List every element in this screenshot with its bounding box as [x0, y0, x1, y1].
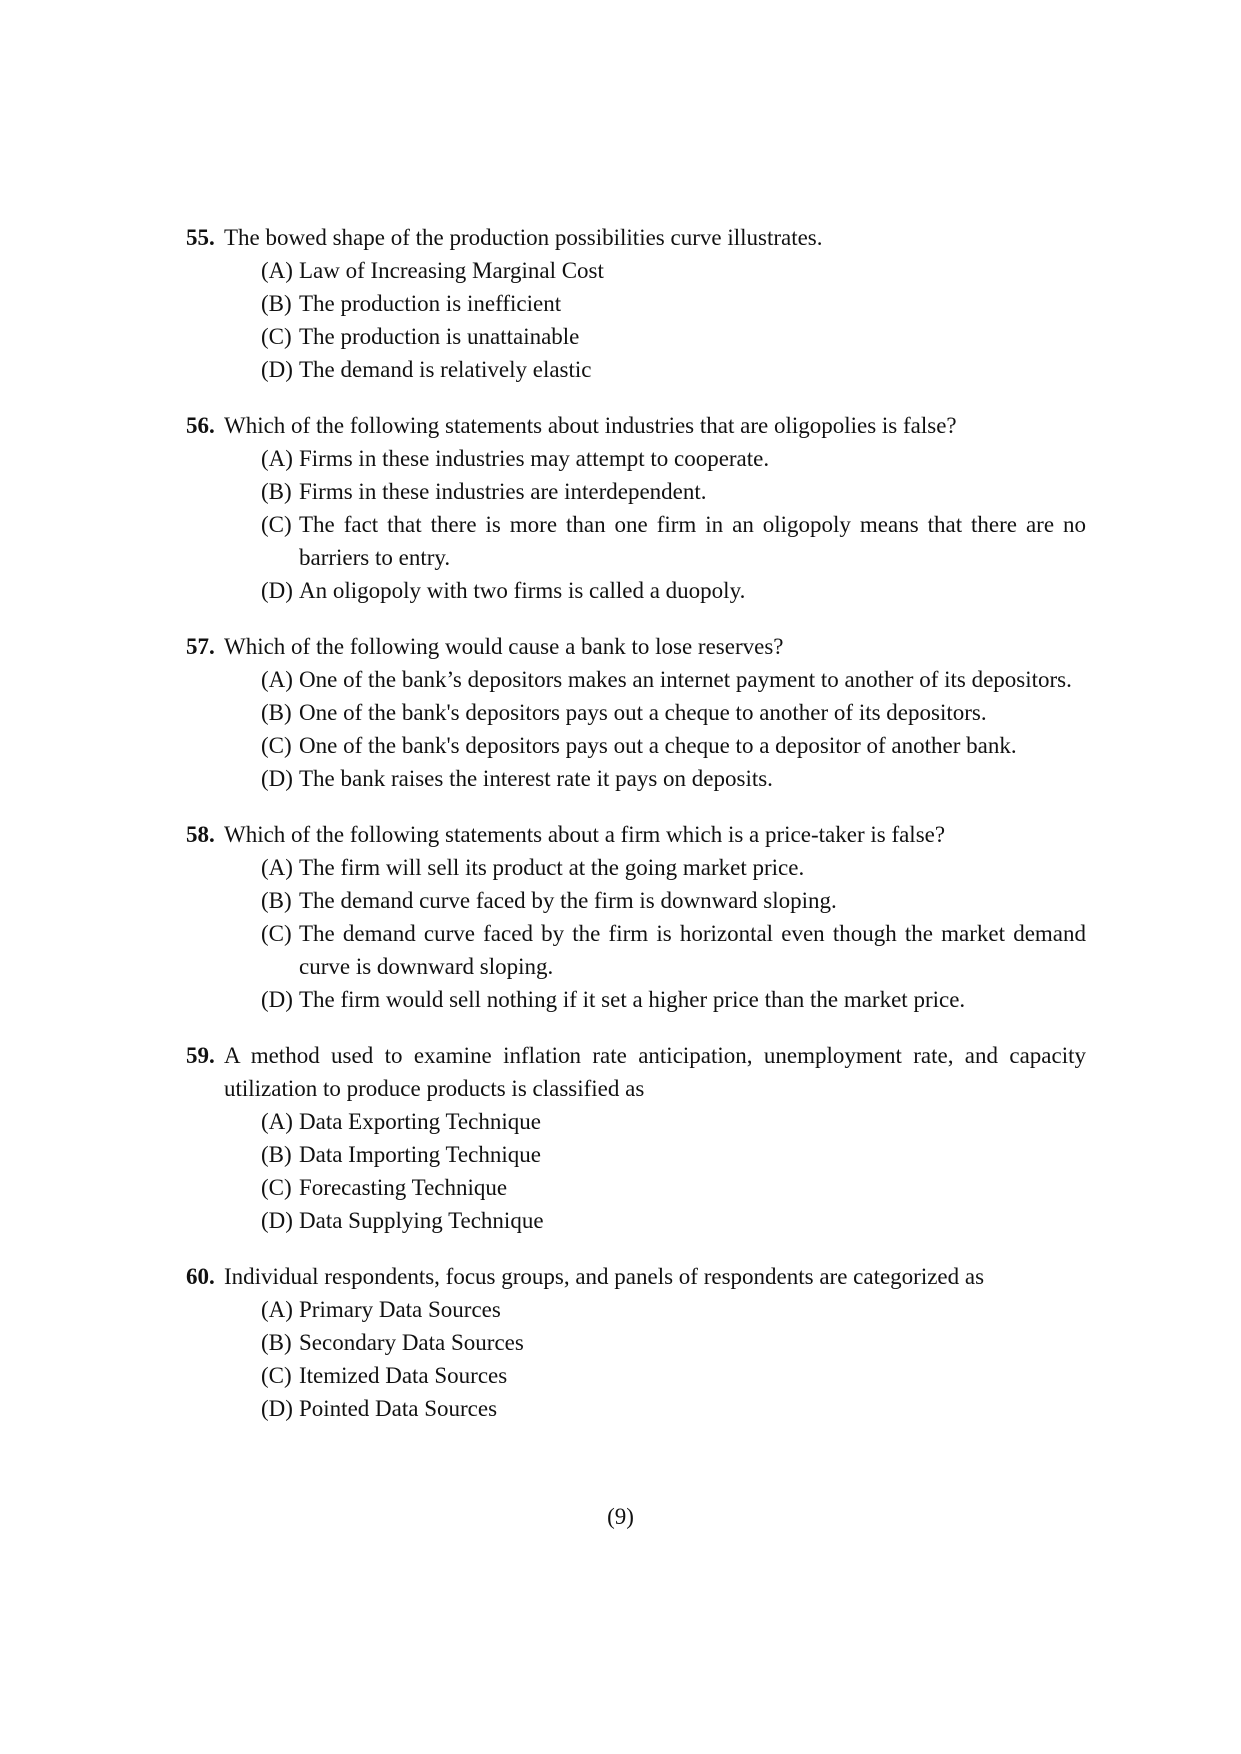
- question-55: [186, 221, 1086, 386]
- option-letter: (B): [261, 291, 292, 316]
- option-c: [261, 320, 1086, 353]
- option-letter: (A): [261, 855, 293, 880]
- question-stem: [186, 221, 1086, 254]
- option-text: Primary Data Sources: [299, 1297, 501, 1322]
- option-text: The demand curve faced by the firm is horizontal even though the market demand curve is downward sloping.: [299, 921, 1086, 979]
- option-text: Data Exporting Technique: [299, 1109, 541, 1134]
- option-text: Pointed Data Sources: [299, 1396, 498, 1421]
- option-letter: (B): [261, 1330, 292, 1355]
- option-text: One of the bank's depositors pays out a cheque to a depositor of another bank.: [299, 733, 1017, 758]
- option-c: [261, 917, 1086, 983]
- option-text: The bank raises the interest rate it pays on deposits.: [299, 766, 773, 791]
- option-b: [261, 884, 1086, 917]
- option-text: The demand curve faced by the firm is downward sloping.: [299, 888, 837, 913]
- question-number: 56.: [186, 413, 215, 438]
- option-list: [261, 442, 1086, 607]
- option-c: [261, 1359, 1086, 1392]
- question-56: [186, 409, 1086, 607]
- question-number: 57.: [186, 634, 215, 659]
- option-b: [261, 696, 1086, 729]
- question-text: Which of the following statements about a firm which is a price-taker is false?: [224, 822, 946, 847]
- option-list: [261, 1293, 1086, 1425]
- option-c: [261, 729, 1086, 762]
- option-list: [261, 851, 1086, 1016]
- question-text: Individual respondents, focus groups, and panels of respondents are categorized as: [224, 1264, 985, 1289]
- option-letter: (D): [261, 1208, 293, 1233]
- option-d: [261, 983, 1086, 1016]
- option-d: [261, 762, 1086, 795]
- option-text: An oligopoly with two firms is called a duopoly.: [299, 578, 746, 603]
- question-stem: [186, 630, 1086, 663]
- question-text: A method used to examine inflation rate anticipation, unemployment rate, and capacity utilization to produce products is classified as: [224, 1043, 1086, 1101]
- option-text: Itemized Data Sources: [299, 1363, 508, 1388]
- question-stem: [186, 409, 1086, 442]
- question-number: 55.: [186, 225, 215, 250]
- question-number: 60.: [186, 1264, 215, 1289]
- option-d: [261, 574, 1086, 607]
- option-text: Forecasting Technique: [299, 1175, 508, 1200]
- option-letter: (A): [261, 1109, 293, 1134]
- option-a: [261, 1293, 1086, 1326]
- option-text: Secondary Data Sources: [299, 1330, 524, 1355]
- option-c: [261, 1171, 1086, 1204]
- question-text: Which of the following statements about industries that are oligopolies is false?: [224, 413, 957, 438]
- option-b: [261, 1326, 1086, 1359]
- option-letter: (A): [261, 258, 293, 283]
- question-60: [186, 1260, 1086, 1425]
- option-a: [261, 442, 1086, 475]
- option-text: The production is inefficient: [299, 291, 562, 316]
- option-letter: (D): [261, 357, 293, 382]
- option-letter: (B): [261, 1142, 292, 1167]
- option-a: [261, 254, 1086, 287]
- option-a: [261, 663, 1086, 696]
- question-stem: [186, 1260, 1086, 1293]
- page-number: (9): [607, 1504, 634, 1529]
- option-letter: (C): [261, 512, 292, 537]
- option-text: The demand is relatively elastic: [299, 357, 592, 382]
- option-text: Firms in these industries may attempt to cooperate.: [299, 446, 770, 471]
- option-text: One of the bank's depositors pays out a cheque to another of its depositors.: [299, 700, 987, 725]
- option-b: [261, 287, 1086, 320]
- option-b: [261, 1138, 1086, 1171]
- question-stem: [186, 1039, 1086, 1105]
- option-letter: (D): [261, 1396, 293, 1421]
- question-number: 58.: [186, 822, 215, 847]
- question-stem: [186, 818, 1086, 851]
- option-text: The fact that there is more than one firm in an oligopoly means that there are no barriers to entry.: [299, 512, 1086, 570]
- option-letter: (D): [261, 987, 293, 1012]
- option-text: The firm will sell its product at the going market price.: [299, 855, 805, 880]
- option-list: [261, 254, 1086, 386]
- question-text: Which of the following would cause a bank to lose reserves?: [224, 634, 784, 659]
- option-text: The firm would sell nothing if it set a higher price than the market price.: [299, 987, 966, 1012]
- option-letter: (C): [261, 1363, 292, 1388]
- option-letter: (D): [261, 766, 293, 791]
- question-59: [186, 1039, 1086, 1237]
- option-letter: (C): [261, 324, 292, 349]
- option-letter: (B): [261, 479, 292, 504]
- option-list: [261, 1105, 1086, 1237]
- option-letter: (C): [261, 733, 292, 758]
- option-a: [261, 851, 1086, 884]
- option-d: [261, 353, 1086, 386]
- question-text: The bowed shape of the production possibilities curve illustrates.: [224, 225, 823, 250]
- question-58: [186, 818, 1086, 1016]
- option-a: [261, 1105, 1086, 1138]
- option-d: [261, 1204, 1086, 1237]
- option-text: One of the bank’s depositors makes an internet payment to another of its depositors.: [299, 667, 1072, 692]
- option-text: The production is unattainable: [299, 324, 580, 349]
- option-c: [261, 508, 1086, 574]
- option-letter: (A): [261, 667, 293, 692]
- option-letter: (C): [261, 921, 292, 946]
- option-letter: (B): [261, 700, 292, 725]
- question-list: [186, 221, 1086, 1448]
- question-number: 59.: [186, 1043, 215, 1068]
- option-letter: (A): [261, 446, 293, 471]
- option-d: [261, 1392, 1086, 1425]
- option-letter: (C): [261, 1175, 292, 1200]
- option-letter: (A): [261, 1297, 293, 1322]
- option-letter: (D): [261, 578, 293, 603]
- option-text: Data Supplying Technique: [299, 1208, 544, 1233]
- option-list: [261, 663, 1086, 795]
- option-b: [261, 475, 1086, 508]
- option-letter: (B): [261, 888, 292, 913]
- option-text: Data Importing Technique: [299, 1142, 541, 1167]
- option-text: Firms in these industries are interdependent.: [299, 479, 707, 504]
- option-text: Law of Increasing Marginal Cost: [299, 258, 604, 283]
- question-57: [186, 630, 1086, 795]
